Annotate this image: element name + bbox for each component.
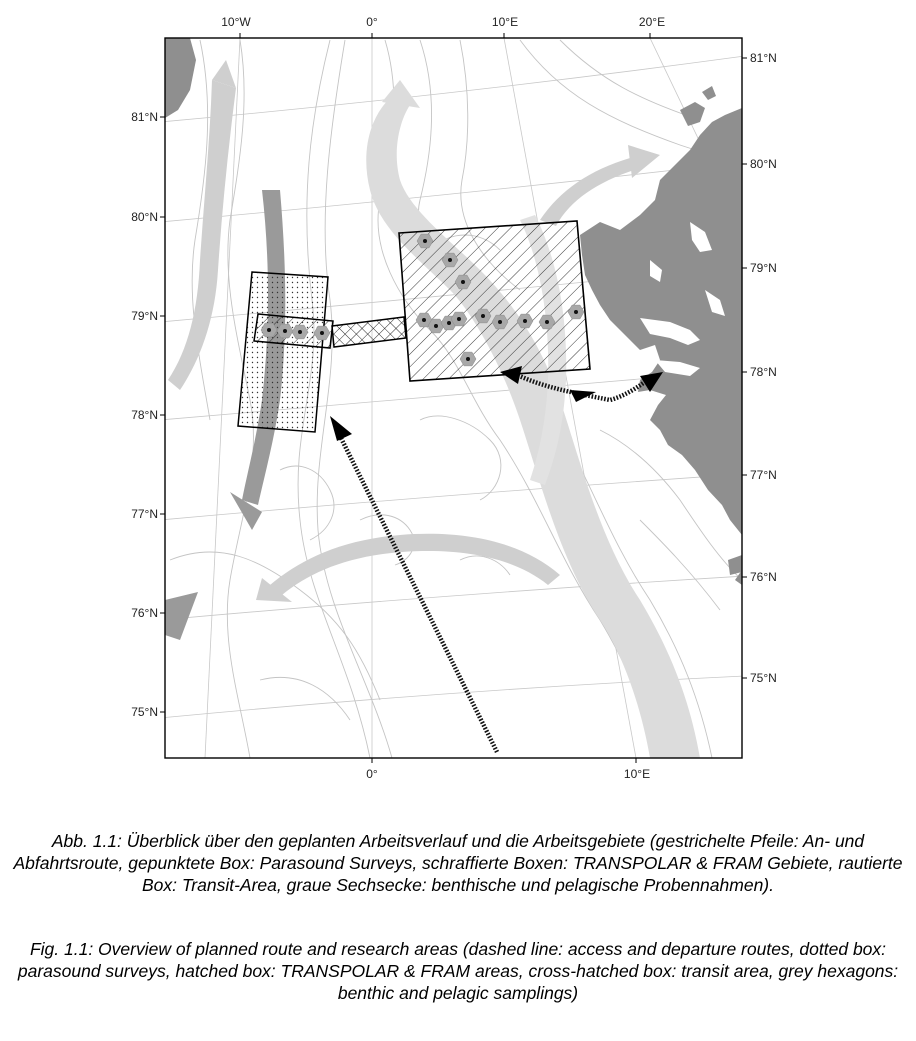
lon-label-bottom: 0° — [366, 767, 378, 781]
lat-label-left: 77°N — [131, 507, 158, 521]
bottom-longitude-labels — [366, 767, 650, 781]
lat-label-right: 76°N — [750, 570, 777, 584]
lon-label-top: 0° — [366, 15, 378, 29]
lat-label-right: 80°N — [750, 157, 777, 171]
lat-label-right: 79°N — [750, 261, 777, 275]
figure-caption-english: Fig. 1.1: Overview of planned route and research areas (dashed line: access and departure routes, dotted box: parasound surveys, hatched box: TRANSPOLAR & FRAM areas, cross-hatched box: transit area, grey hexagons: benthic and pelagic samplings) — [17, 939, 899, 1003]
lat-label-left: 80°N — [131, 210, 158, 224]
lat-label-right: 81°N — [750, 51, 777, 65]
lat-label-left: 76°N — [131, 606, 158, 620]
parasound-survey-box — [238, 272, 328, 432]
lat-label-left: 75°N — [131, 705, 158, 719]
lon-label-top: 10°W — [221, 15, 251, 29]
figure-caption-german: Abb. 1.1: Überblick über den geplanten Arbeitsverlauf und die Arbeitsgebiete (gestrichelte Pfeile: An- und Abfahrtsroute, gepunktete Box: Parasound Surveys, schraffierte Boxen: TRANSPOLAR & FRAM Gebiete, rautierte Box: Transit-Area, graue Sechsecke: benthische und pelagische Probennahmen). — [13, 831, 903, 895]
right-latitude-labels — [750, 51, 777, 685]
lat-label-left: 78°N — [131, 408, 158, 422]
lat-label-right: 77°N — [750, 468, 777, 482]
top-longitude-labels — [221, 15, 665, 29]
lat-label-left: 79°N — [131, 309, 158, 323]
lon-label-bottom: 10°E — [623, 767, 651, 781]
lat-label-left: 81°N — [131, 110, 158, 124]
lon-label-top: 20°E — [638, 15, 666, 29]
lat-label-right: 78°N — [750, 365, 777, 379]
lon-label-top: 10°E — [491, 15, 519, 29]
lat-label-right: 75°N — [750, 671, 777, 685]
left-latitude-labels — [131, 110, 158, 719]
